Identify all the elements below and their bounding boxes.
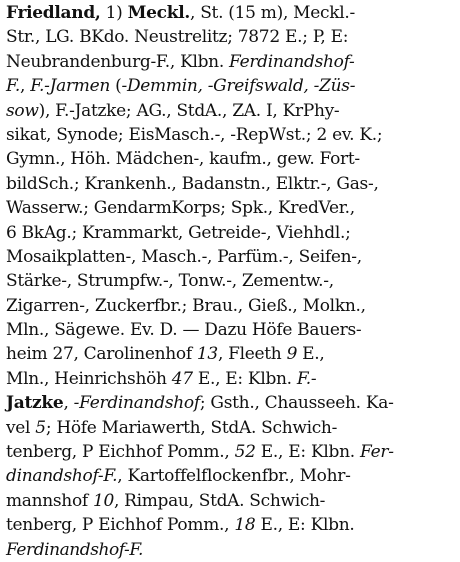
text-segment: 52	[234, 442, 256, 463]
text-segment: Ferdinandshof-	[229, 51, 355, 72]
text-line	[6, 464, 456, 488]
text-segment: Wasserw.; GendarmKorps; Spk., KredVer.,	[6, 198, 355, 219]
text-segment: Friedland,	[6, 3, 101, 23]
text-segment: Neubrandenburg-F., Klbn.	[6, 51, 230, 72]
text-segment: E.,	[297, 344, 325, 365]
text-segment: F.-Jarmen	[30, 76, 111, 97]
text-line	[6, 367, 456, 391]
text-line	[6, 74, 456, 98]
text-segment: sow	[6, 100, 39, 121]
text-segment: , Rimpau, StdA. Schwich-	[113, 490, 326, 511]
text-line	[6, 489, 456, 513]
text-line	[6, 513, 456, 537]
text-segment: Zigarren-, Zuckerfbr.; Brau., Gieß., Molkn.,	[6, 295, 366, 316]
text-segment: 1)	[100, 3, 128, 23]
text-segment: F.	[6, 76, 20, 97]
text-line	[6, 123, 456, 147]
text-segment: Mln., Sägewe. Ev. D. — Dazu Höfe Bauers-	[6, 320, 362, 341]
text-segment: vel	[6, 417, 36, 438]
text-segment: 18	[234, 515, 256, 536]
text-segment: 13	[196, 344, 218, 365]
text-segment: ; Gsth., Chausseeh. Ka-	[199, 393, 394, 414]
text-segment: Stärke-, Strumpfw.-, Tonw.-, Zementw.-,	[6, 271, 334, 292]
gazetteer-entry-friedland	[6, 1, 456, 562]
text-segment: , St. (15 m), Meckl.-	[190, 3, 355, 23]
dictionary-page	[6, 1, 456, 560]
text-segment: Ferdinandshof-F.	[6, 539, 143, 560]
text-segment: 5	[35, 417, 46, 438]
text-segment: sikat, Synode; EisMasch.-, -RepWst.; 2 ev. K.;	[6, 124, 383, 145]
text-segment: ), F.-Jatzke; AG., StdA., ZA. I, KrPhy-	[38, 100, 340, 121]
text-line	[6, 25, 456, 49]
text-segment: ,	[63, 393, 74, 414]
text-line	[6, 196, 456, 220]
text-line	[6, 172, 456, 196]
text-segment: 47	[171, 368, 193, 389]
text-segment: dinandshof-F.	[6, 466, 118, 487]
text-segment: , Fleeth	[217, 344, 287, 365]
text-segment: -Ferdinandshof	[73, 393, 200, 414]
text-segment: 9	[286, 344, 298, 365]
text-segment: ,	[19, 76, 31, 97]
text-segment: , Kartoffelflockenfbr., Mohr-	[117, 466, 351, 487]
text-segment: Fer-	[360, 442, 394, 463]
text-line	[6, 269, 456, 293]
text-segment: E., E: Klbn.	[255, 442, 361, 463]
text-segment: E., E: Klbn.	[192, 368, 297, 389]
text-segment: F.-	[296, 368, 317, 389]
text-line	[6, 391, 456, 415]
text-segment: ; Höfe Mariawerth, StdA. Schwich-	[45, 417, 338, 438]
text-segment: 10	[92, 490, 114, 511]
text-segment: Meckl.	[127, 3, 190, 23]
text-line	[6, 416, 456, 440]
text-line	[6, 538, 456, 562]
text-line	[6, 99, 456, 123]
text-segment: heim 27, Carolinenhof	[6, 344, 197, 365]
text-line	[6, 318, 456, 342]
text-segment: Jatzke	[6, 393, 64, 414]
text-segment: -Demmin, -Greifswald, -Züs-	[121, 76, 356, 97]
text-segment: Str., LG. BKdo. Neustrelitz; 7872 E.; P, E:	[6, 27, 349, 48]
text-segment: bildSch.; Krankenh., Badanstn., Elktr.-, Gas-,	[6, 173, 379, 194]
text-segment: Mosaikplatten-, Masch.-, Parfüm.-, Seifen-,	[6, 246, 362, 267]
text-segment: Gymn., Höh. Mädchen-, kaufm., gew. Fort-	[6, 149, 360, 170]
text-line	[6, 147, 456, 171]
text-segment: mannshof	[6, 490, 93, 511]
text-segment: tenberg, P Eichhof Pomm.,	[6, 442, 235, 463]
text-line	[6, 294, 456, 318]
text-line	[6, 245, 456, 269]
text-segment: 6 BkAg.; Krammarkt, Getreide-, Viehhdl.;	[6, 222, 351, 243]
text-segment: tenberg, P Eichhof Pomm.,	[6, 515, 235, 536]
text-segment: Mln., Heinrichshöh	[6, 368, 172, 389]
text-line	[6, 221, 456, 245]
text-line	[6, 440, 456, 464]
text-segment: (	[110, 76, 122, 97]
text-line	[6, 342, 456, 366]
text-line	[6, 1, 456, 25]
text-segment: E., E: Klbn.	[255, 515, 355, 536]
text-line	[6, 50, 456, 74]
